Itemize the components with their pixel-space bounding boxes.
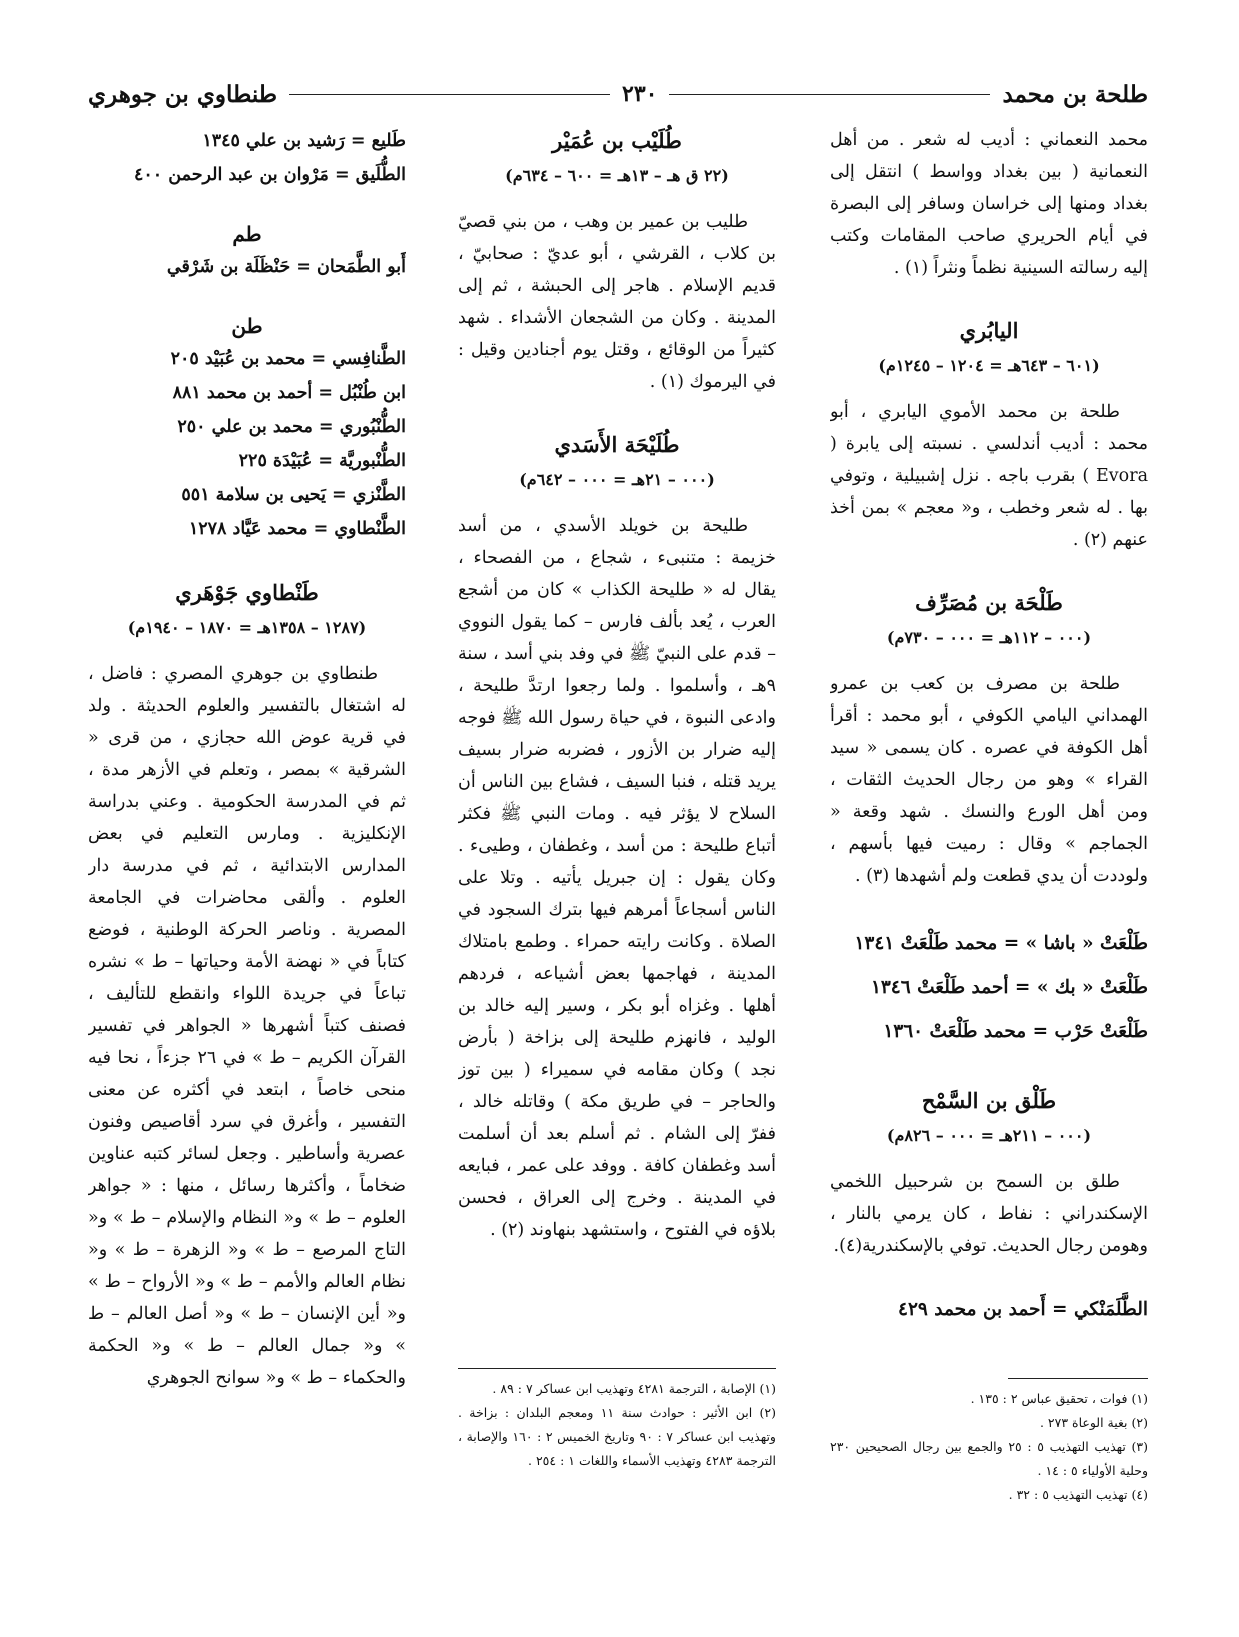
- cross-reference: طَلْعَتْ حَرْب = محمد طَلْعَتْ ١٣٦٠: [883, 1021, 1148, 1042]
- cross-reference: الطُّنْبوريَّة = عُبَيْدَة ٢٢٥: [238, 451, 406, 471]
- entry-dates-talha-musarrif: (٠٠٠ – ١١٢هـ = ٠٠٠ – ٧٣٠م): [886, 628, 1092, 647]
- header-rule-right: [669, 94, 990, 95]
- entry-text-talq: طلق بن السمح بن شرحبيل اللخمي الإسكندراني : نفاط ، كان يرمي بالنار ، وهومن رجال الحديث. توفي بالإسكندرية(٤).: [830, 1172, 1148, 1256]
- entry-dates-tantawi: (١٢٨٧ – ١٣٥٨هـ = ١٨٧٠ – ١٩٤٠م): [127, 618, 367, 637]
- alphabet-section-heading: طن: [231, 314, 263, 338]
- footnote-rule: [1008, 1378, 1148, 1379]
- cross-reference: ابن طُنْبُل = أحمد بن محمد ٨٨١: [172, 383, 406, 403]
- footnote: (٢) بغية الوعاة ٢٧٣ .: [1039, 1415, 1148, 1430]
- header-rule-left: [289, 94, 610, 95]
- header-right-title: طلحة بن محمد: [1002, 80, 1148, 108]
- entry-dates-talq: (٠٠٠ – ٢١١هـ = ٠٠٠ – ٨٢٦م): [886, 1126, 1092, 1145]
- entry-text-tulayha: طليحة بن خويلد الأسدي ، من أسد خزيمة : متنبىء ، شجاع ، من الفصحاء ، يقال له « طليحة الكذاب » كان من أشجع العرب ، يُعد بألف فارس – كما يقول النووي – قدم على النبيّ ﷺ في وفد بني أسد ، سنة ٩هـ ، وأسلموا . ولما رجعوا ارتدَّ طليحة ، وادعى النبوة ، في حياة رسول الله ﷺ فوجه إليه ضرار بن الأزور ، فضربه ضرار بسيف يريد قتله ، فنبا السيف ، فشاع بين الناس أن السلاح لا يؤثر فيه . ومات النبي ﷺ فكثر أتباع طليحة : من أسد ، وغطفان ، وطيىء . وكان يقول : إن جبريل يأتيه . وتلا على الناس أسجاعاً أمرهم فيها بترك السجود في الصلاة . وكانت رايته حمراء . وطمع بامتلاك المدينة ، فهاجمها بعض أشياعه ، فردهم أهلها . وغزاه أبو بكر ، وسير إليه خالد بن الوليد ، فانهزم طليحة إلى بزاخة ( بأرض نجد ) وكان مقامه في سميراء ( بين توز والحاجر – في طريق مكة ) وقاتله خالد ، ففرّ إلى الشام . ثم أسلم بعد أن أسلمت أسد وغطفان كافة . ووفد على عمر ، فبايعه في المدينة . وخرج إلى العراق ، فحسن بلاؤه في الفتوح ، واستشهد بنهاوند (٢) .: [458, 516, 776, 1240]
- cross-reference: الطَّنْزي = يَحيى بن سلامة ٥٥١: [181, 485, 406, 505]
- cross-reference: الطَّلَمَنْكي = أَحمد بن محمد ٤٢٩: [898, 1299, 1148, 1320]
- entry-text-tantawi: طنطاوي بن جوهري المصري : فاضل ، له اشتغال بالتفسير والعلوم الحديثة . ولد في قرية عوض الله حجازي ، من قرى « الشرقية » بمصر ، وتعلم في الأزهر مدة ، ثم في المدرسة الحكومية . وعني بدراسة الإنكليزية . ومارس التعليم في بعض المدارس الابتدائية ، ثم في مدرسة دار العلوم . وألقى محاضرات في الجامعة المصرية . وناصر الحركة الوطنية ، فوضع كتاباً في « نهضة الأمة وحياتها – ط » نشره تباعاً في جريدة اللواء وانقطع للتأليف ، فصنف كتباً أشهرها « الجواهر في تفسير القرآن الكريم – ط » في ٢٦ جزءاً ، نحا فيه منحى خاصاً ، ابتعد في أكثره عن معنى التفسير ، وأغرق في سرد أقاصيص وفنون عصرية وأساطير . وجعل لسائر كتبه عناوين ضخاماً ، وأكثرها رسائل ، منها : « جواهر العلوم – ط » و« النظام والإسلام – ط » و« التاج المرصع – ط » و« الزهرة – ط » و« نظام العالم والأمم – ط » و« الأرواح – ط » و« أين الإنسان – ط » و« أصل العالم – ط » و« جمال العالم – ط » و« الحكمة والحكماء – ط » و« سوانح الجوهري: [88, 664, 406, 1388]
- entry-text-yaburi: طلحة بن محمد الأموي اليابري ، أبو محمد : أديب أندلسي . نسبته إلى يابرة ( Evora ) بقرب باجه . نزل إشبيلية ، وتوفي بها . له شعر وخطب ، و« معجم » بمن أخذ عنهم (٢) .: [830, 402, 1148, 550]
- entry-text-talha-musarrif: طلحة بن مصرف بن كعب بن عمرو الهمداني اليامي الكوفي ، أبو محمد : أقرأ أهل الكوفة في عصره . كان يسمى « سيد القراء » وهو من رجال الحديث الثقات ، ومن أهل الورع والنسك . شهد وقعة « الجماجم » وقال : رميت فيها بأسهم ، ولوددت أن يدي قطعت ولم أشهدها (٣) .: [830, 674, 1148, 886]
- entry-dates-tulayha: (٠٠٠ – ٢١هـ = ٠٠٠ – ٦٤٢م): [519, 470, 715, 489]
- footnote: (١) فوات ، تحقيق عباس ٢ : ١٣٥ .: [970, 1391, 1148, 1406]
- right-footnotes: [830, 1378, 1148, 1507]
- cross-reference: الطُّلَيق = مَرْوان بن عبد الرحمن ٤٠٠: [133, 165, 406, 185]
- entry-title-tulayha: طُلَيْحَة الأَسَدي: [554, 432, 680, 457]
- cross-reference: الطَّنْطاوي = محمد عَيَّاد ١٢٧٨: [188, 519, 406, 539]
- page-number: ٢٣٠: [622, 81, 658, 107]
- footnote: (٣) تهذيب التهذيب ٥ : ٢٥ والجمع بين رجال الصحيحين ٢٣٠ وحلية الأولياء ٥ : ١٤ .: [830, 1439, 1148, 1478]
- cross-reference: طَليع = رَشيد بن علي ١٣٤٥: [202, 131, 406, 151]
- footnote: (٢) ابن الأثير : حوادث سنة ١١ ومعجم البلدان : بزاخة . وتهذيب ابن عساكر ٧ : ٩٠ وتاريخ الخميس ٢ : ١٦٠ والإصابة ، الترجمة ٤٢٨٣ وتهذيب الأسماء واللغات ١ : ٢٥٤ .: [458, 1405, 776, 1468]
- entry-title-tulayb: طُلَيْب بن عُمَيْر: [552, 128, 682, 153]
- cross-reference: الطُّنْبُوري = محمد بن علي ٢٥٠: [177, 417, 406, 437]
- alphabet-section-heading: طم: [232, 222, 262, 246]
- cross-reference: طَلْعَتْ « بك » = أحمد طَلْعَتْ ١٣٤٦: [870, 977, 1148, 998]
- left-column: [88, 124, 406, 1624]
- entry-dates-tulayb: (٢٢ ق هـ – ١٣هـ = ٦٠٠ – ٦٣٤م): [505, 166, 729, 185]
- entry-title-tantawi: طَنْطاوي جَوْهَري: [175, 580, 319, 605]
- entry-title-talha-musarrif: طَلْحَة بن مُصَرِّف: [915, 590, 1063, 615]
- cross-reference: أَبو الطَّمَحان = حَنْظَلَة بن شَرْقي: [166, 257, 406, 277]
- cross-reference: طَلْعَتْ « باشا » = محمد طَلْعَتْ ١٣٤١: [854, 933, 1148, 954]
- middle-column: [458, 124, 776, 1364]
- cross-reference-list: [830, 922, 1148, 1054]
- footnote: (٤) تهذيب التهذيب ٥ : ٣٢ .: [1008, 1487, 1148, 1502]
- entry-dates-yaburi: (٦٠١ – ٦٤٣هـ = ١٢٠٤ – ١٢٤٥م): [878, 356, 1100, 375]
- footnote-rule: [458, 1368, 776, 1369]
- footnote: (١) الإصابة ، الترجمة ٤٢٨١ وتهذيب ابن عساكر ٧ : ٨٩ .: [492, 1381, 776, 1396]
- cross-reference: الطَّنافِسي = محمد بن عُبَيْد ٢٠٥: [170, 349, 406, 369]
- entry-title-talq: طَلْق بن السَّمْح: [921, 1088, 1057, 1113]
- entry-text-tulayb: طليب بن عمير بن وهب ، من بني قصيّ بن كلاب ، القرشي ، أبو عديّ : صحابيّ ، قديم الإسلام . هاجر إلى الحبشة ، ثم إلى المدينة . وكان من الشجعان الأشداء . شهد كثيراً من الوقائع ، وقتل يوم أجنادين وقيل : في اليرموك (١) .: [458, 212, 776, 392]
- middle-footnotes: [458, 1368, 776, 1473]
- header-left-title: طنطاوي بن جوهري: [88, 80, 278, 108]
- entry-title-yaburi: اليابُري: [959, 318, 1019, 343]
- page-header: [88, 74, 1148, 114]
- continued-entry-text: محمد النعماني : أديب له شعر . من أهل النعمانية ( بين بغداد وواسط ) انتقل إلى بغداد ومنها إلى خراسان وسافر إلى البصرة في أيام الحريري صاحب المقامات وكتب إليه رسالته السينية نظماً ونثراً (١) .: [830, 130, 1148, 278]
